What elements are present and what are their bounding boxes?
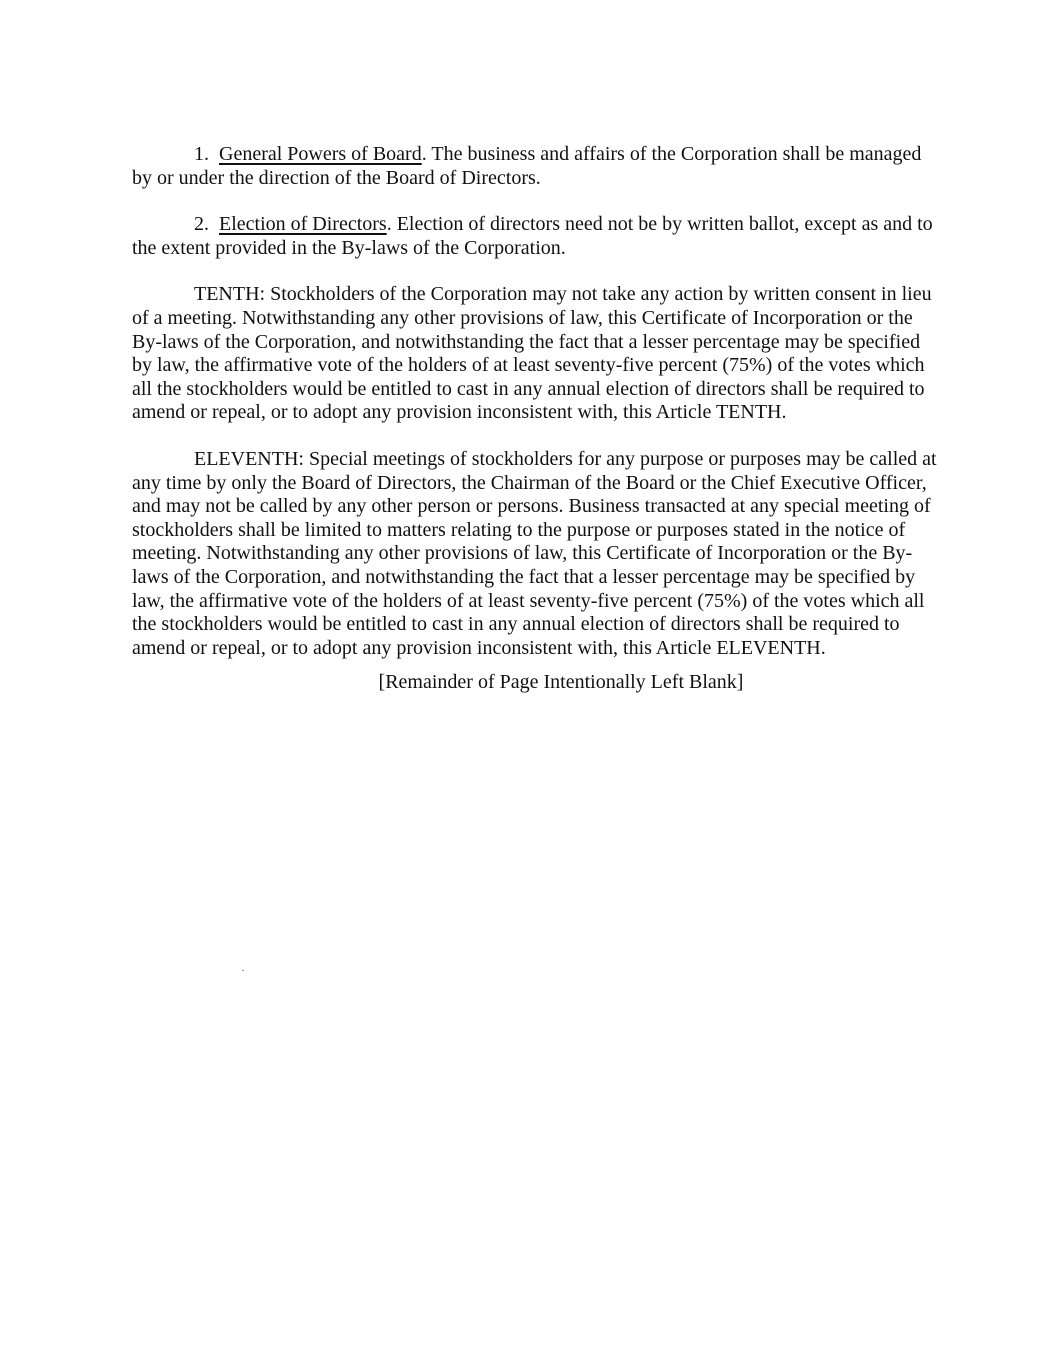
remainder-note: [Remainder of Page Intentionally Left Blank] (378, 671, 744, 694)
section-number: 2. (194, 213, 209, 236)
article-eleventh: ELEVENTH: Special meetings of stockholders for any purpose or purposes may be called at any time by only the Board of Directors, the Chairman of the Board or the Chief Executive Officer, and may not be called by any other person or persons. Business transacted at any special meeting of stockholders shall be limited to matters relating to the purpose or purposes stated in the notice of meeting. Notwithstanding any other provisions of law, this Certificate of Incorporation or the By-laws of the Corporation, and notwithstanding the fact that a lesser percentage may be specified by law, the affirmative vote of the holders of at least seventy-five percent (75%) of the votes which all the stockholders would be entitled to cast in any annual election of directors shall be required to amend or repeal, or to adopt any provision inconsistent with, this Article ELEVENTH. (132, 447, 937, 659)
scan-speck (242, 970, 244, 971)
section-heading: General Powers of Board (219, 143, 422, 165)
section-heading: Election of Directors (219, 213, 387, 236)
section-election-of-directors (132, 213, 942, 260)
section-number: 1. (194, 143, 209, 165)
document-page (132, 143, 942, 695)
section-text: . Election of directors need not be by written ballot, except as and to the extent provided in the By-laws of the Corporation. (132, 213, 933, 259)
section-text: . The business and affairs of the Corporation shall be managed by or under the direction of the Board of Directors. (132, 143, 922, 189)
section-general-powers (132, 143, 942, 190)
article-tenth: TENTH: Stockholders of the Corporation may not take any action by written consent in lieu of a meeting. Notwithstanding any other provisions of law, this Certificate of Incorporation or the By-laws of the Corporation, and notwithstanding the fact that a lesser percentage may be specified by law, the affirmative vote of the holders of at least seventy-five percent (75%) of the votes which all the stockholders would be entitled to cast in any annual election of directors shall be required to amend or repeal, or to adopt any provision inconsistent with, this Article TENTH. (132, 283, 932, 424)
